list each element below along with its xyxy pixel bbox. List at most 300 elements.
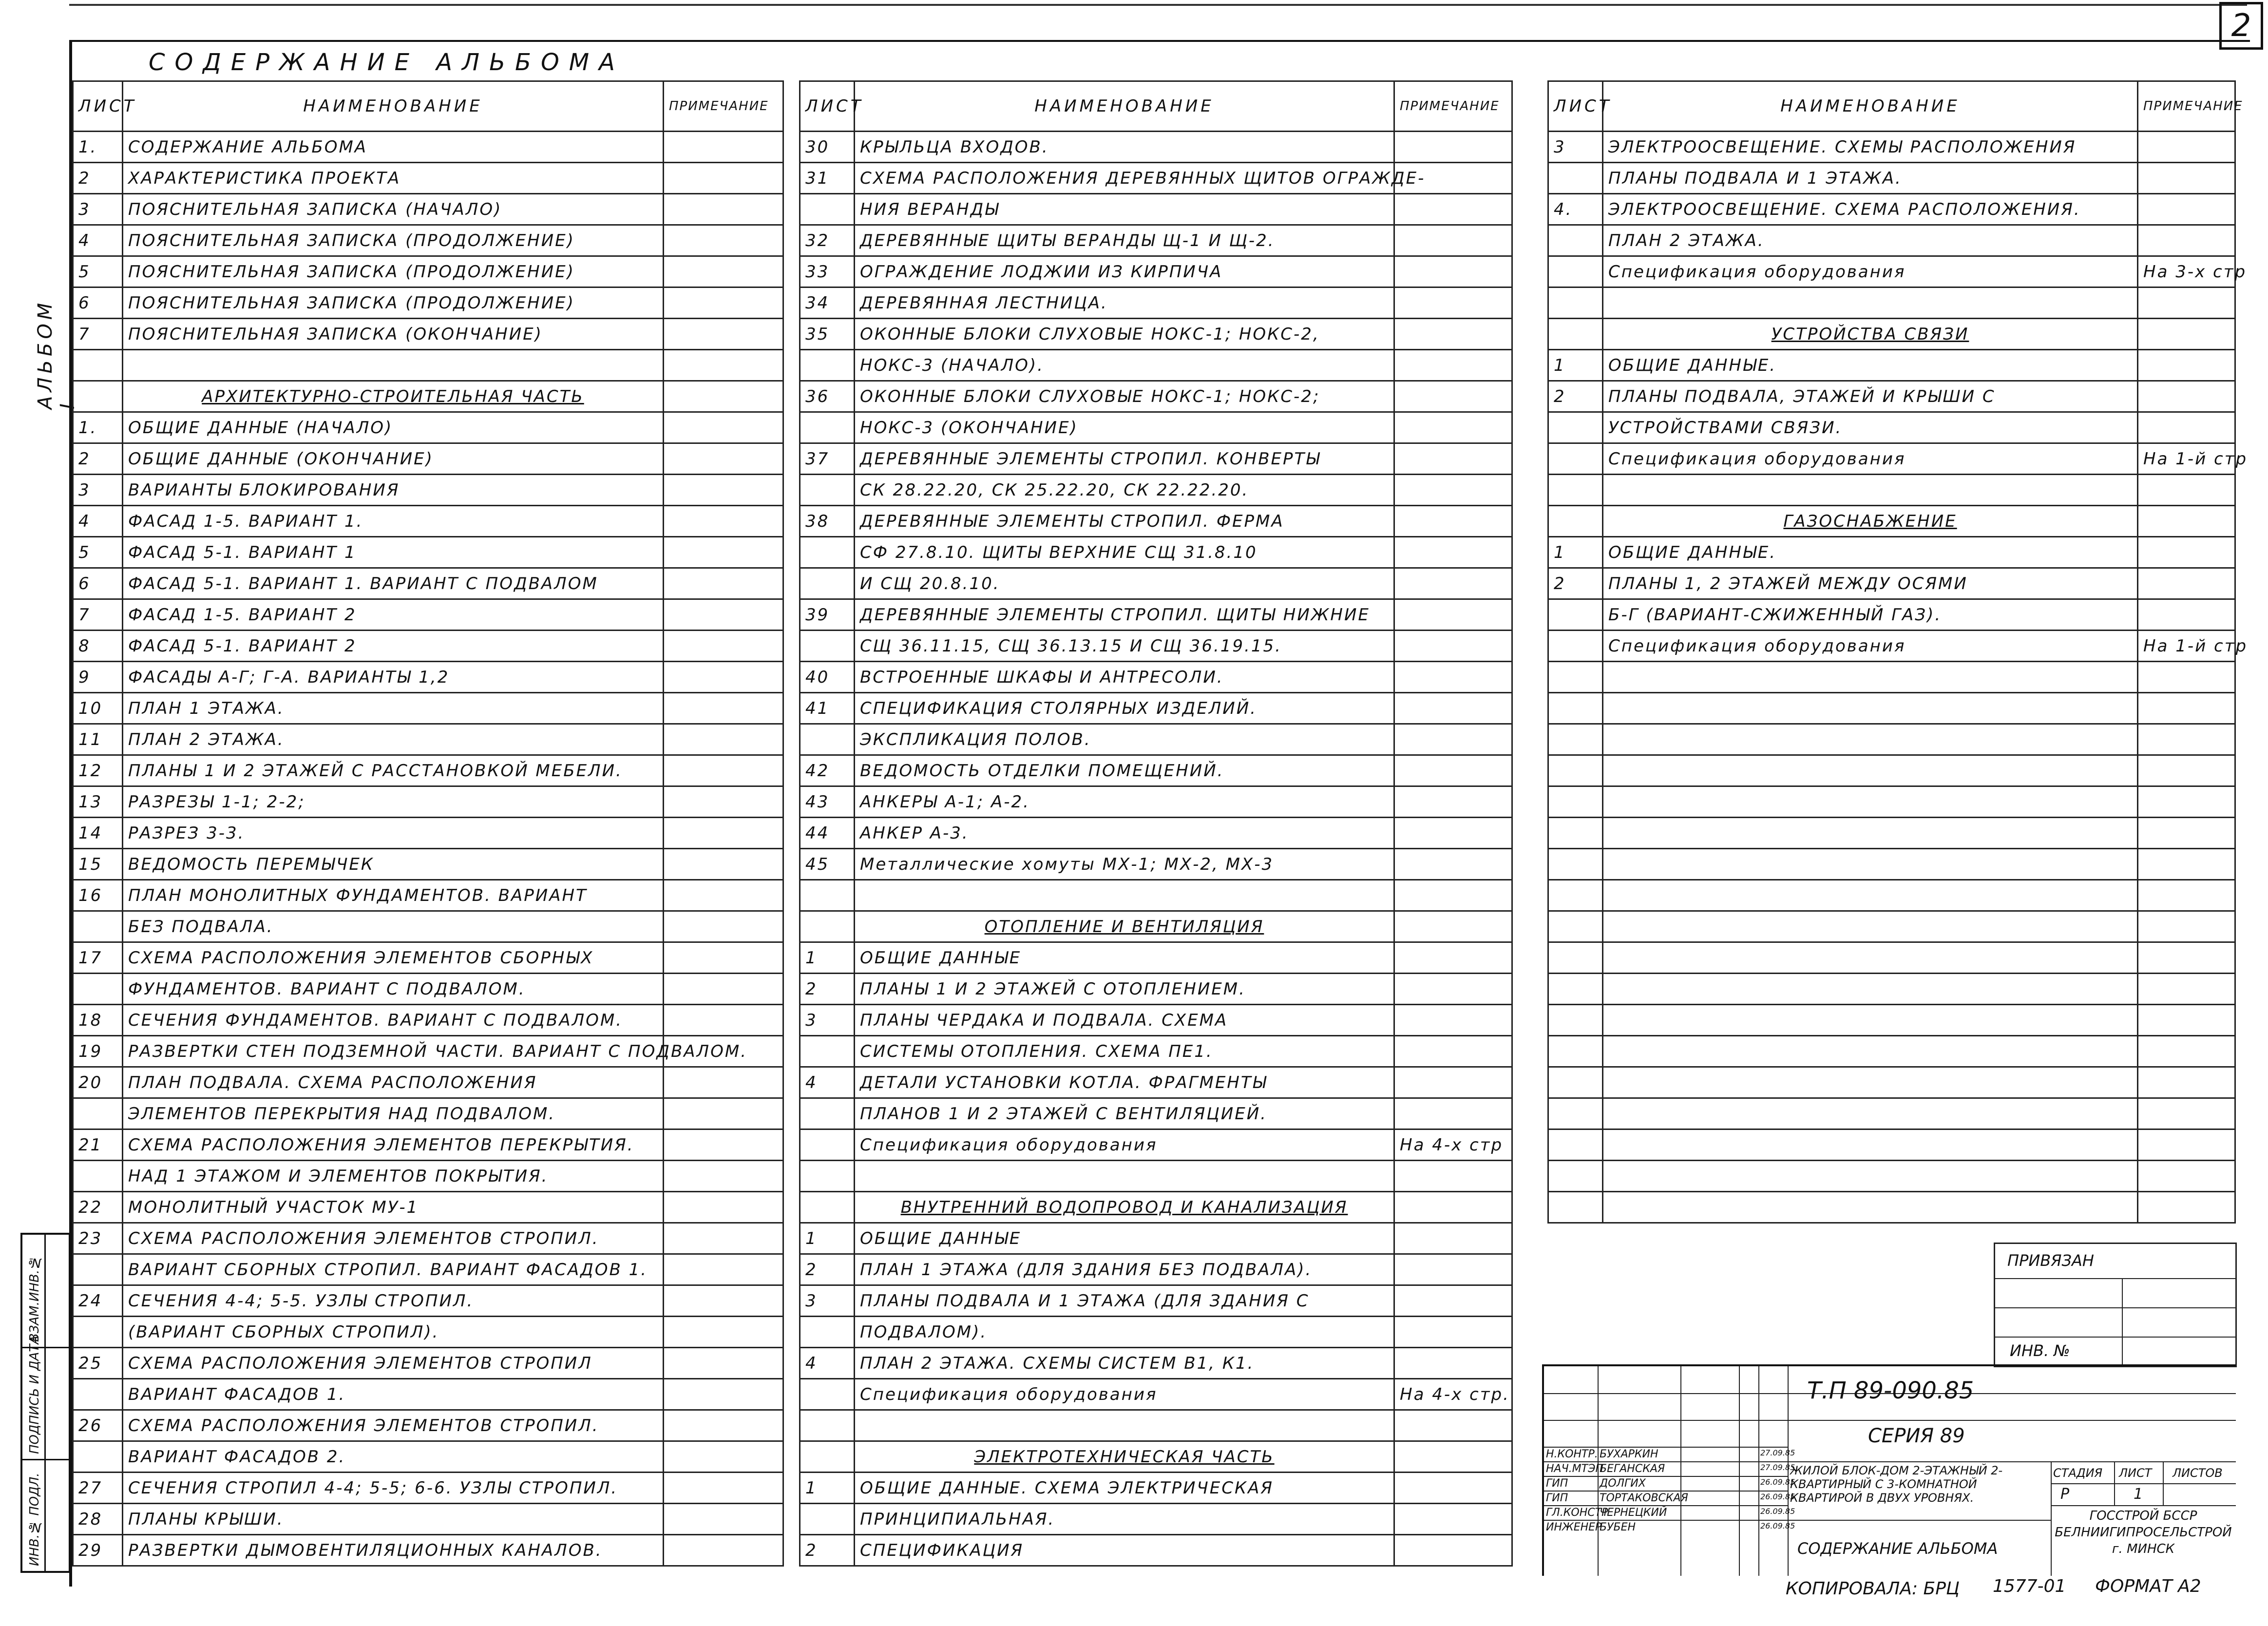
sheet-number-cell	[73, 911, 123, 942]
note-cell	[2138, 911, 2235, 942]
table-row	[800, 256, 1512, 287]
title-block	[1542, 1364, 2236, 1576]
sheet-name-cell: СХЕМА РАСПОЛОЖЕНИЯ ЭЛЕМЕНТОВ СТРОПИЛ.	[123, 1410, 664, 1441]
note-cell	[664, 911, 783, 942]
table-row	[1548, 1036, 2235, 1067]
sheet-number-cell: 40	[800, 662, 855, 693]
sheet-number-cell: 21	[73, 1129, 123, 1161]
sheet-name-cell: ФАСАД 1-5. ВАРИАНТ 2	[123, 599, 664, 631]
table-row	[1548, 287, 2235, 319]
sheet-name-cell: ПЛАНЫ 1, 2 ЭТАЖЕЙ МЕЖДУ ОСЯМИ	[1603, 568, 2138, 599]
note-cell	[1394, 381, 1512, 412]
sheet-name-cell: АНКЕР А-3.	[855, 818, 1394, 849]
sheet-name-cell: ФАСАД 5-1. ВАРИАНТ 2	[123, 631, 664, 662]
sheet-number-cell: 17	[73, 942, 123, 974]
sheet-number-cell	[1548, 1036, 1603, 1067]
note-cell	[2138, 506, 2235, 537]
note-cell	[664, 1441, 783, 1473]
note-cell	[664, 506, 783, 537]
sheet-number-cell	[1548, 1098, 1603, 1129]
note-cell	[1394, 1473, 1512, 1504]
note-cell	[664, 287, 783, 319]
sheet-number-cell: 1	[800, 1473, 855, 1504]
note-cell	[664, 786, 783, 818]
sheet-number-cell	[800, 194, 855, 225]
table-row	[1548, 1161, 2235, 1192]
sheet-number-cell	[1548, 1161, 1603, 1192]
sheet-name-cell: СХЕМА РАСПОЛОЖЕНИЯ ЭЛЕМЕНТОВ СБОРНЫХ	[123, 942, 664, 974]
note-cell	[1394, 1036, 1512, 1067]
note-cell	[664, 194, 783, 225]
note-cell	[664, 631, 783, 662]
note-cell	[2138, 880, 2235, 911]
table-row	[800, 443, 1512, 475]
table-row	[800, 1410, 1512, 1441]
sheet-name-cell: ВАРИАНТЫ БЛОКИРОВАНИЯ	[123, 475, 664, 506]
sheet-number-cell: 9	[73, 662, 123, 693]
sheet-value: 1	[2134, 1486, 2143, 1503]
sheet-name-cell	[855, 1410, 1394, 1441]
sheet-number-cell: 34	[800, 287, 855, 319]
sheet-name-cell: ОКОННЫЕ БЛОКИ СЛУХОВЫЕ НОКС-1; НОКС-2;	[855, 381, 1394, 412]
privyazan-label: ПРИВЯЗАН	[2007, 1251, 2094, 1270]
sheet-number-cell	[800, 1098, 855, 1129]
table-row	[1548, 662, 2235, 693]
note-cell	[2138, 662, 2235, 693]
table-row	[73, 1504, 783, 1535]
note-cell	[1394, 974, 1512, 1005]
table-row	[800, 1254, 1512, 1285]
table-row	[1548, 942, 2235, 974]
sheet-name-cell: ЭКСПЛИКАЦИЯ ПОЛОВ.	[855, 724, 1394, 755]
sheet-name-cell: ДЕРЕВЯННЫЕ ЭЛЕМЕНТЫ СТРОПИЛ. КОНВЕРТЫ	[855, 443, 1394, 475]
sheet-title: СОДЕРЖАНИЕ АЛЬБОМА	[1797, 1539, 1998, 1558]
sheet-name-cell: ВСТРОЕННЫЕ ШКАФЫ И АНТРЕСОЛИ.	[855, 662, 1394, 693]
note-cell	[2138, 1036, 2235, 1067]
sheet-name-cell: ПЛАН 2 ЭТАЖА. СХЕМЫ СИСТЕМ В1, К1.	[855, 1348, 1394, 1379]
table-row	[73, 1317, 783, 1348]
side-label-3: ИНВ.№ ПОДЛ.	[27, 1473, 42, 1566]
sheet-name-cell: ВЕДОМОСТЬ ПЕРЕМЫЧЕК	[123, 849, 664, 880]
sheet-name-cell	[855, 880, 1394, 911]
signer-name: ТОРТАКОВСКАЯ	[1600, 1492, 1688, 1504]
note-cell	[2138, 942, 2235, 974]
table-row	[73, 475, 783, 506]
table-row	[1548, 132, 2235, 163]
sheet-number-cell: 2	[800, 974, 855, 1005]
note-cell	[2138, 319, 2235, 350]
sheet-name-cell: НОКС-3 (ОКОНЧАНИЕ)	[855, 412, 1394, 443]
table-row	[800, 755, 1512, 786]
table-row	[73, 194, 783, 225]
sheet-number-cell	[800, 631, 855, 662]
section-heading: УСТРОЙСТВА СВЯЗИ	[1603, 319, 2138, 350]
note-cell	[1394, 1535, 1512, 1566]
table-row	[800, 1067, 1512, 1098]
sheet-number-cell: 13	[73, 786, 123, 818]
note-cell	[664, 1410, 783, 1441]
sheet-number-cell: 16	[73, 880, 123, 911]
sheet-name-cell: УСТРОЙСТВАМИ СВЯЗИ.	[1603, 412, 2138, 443]
sheet-name-cell: БЕЗ ПОДВАЛА.	[123, 911, 664, 942]
sheet-number-cell: 2	[1548, 381, 1603, 412]
table-row	[1548, 880, 2235, 911]
album-title: СОДЕРЖАНИЕ АЛЬБОМА	[149, 49, 625, 76]
sheet-name-cell: РАЗВЕРТКИ СТЕН ПОДЗЕМНОЙ ЧАСТИ. ВАРИАНТ С ПОДВАЛОМ.	[123, 1036, 664, 1067]
note-cell	[664, 381, 783, 412]
sheet-number-cell	[1548, 786, 1603, 818]
table-row	[73, 1441, 783, 1473]
note-cell	[1394, 1348, 1512, 1379]
table-row	[73, 755, 783, 786]
sheet-name-cell: РАЗВЕРТКИ ДЫМОВЕНТИЛЯЦИОННЫХ КАНАЛОВ.	[123, 1535, 664, 1566]
sign-date: 27.09.85	[1760, 1448, 1795, 1457]
sheet-name-cell	[1603, 880, 2138, 911]
note-cell	[664, 1223, 783, 1254]
note-cell	[664, 412, 783, 443]
table-row	[73, 350, 783, 381]
sheet-number-cell	[1548, 818, 1603, 849]
signer-name: ДОЛГИХ	[1600, 1477, 1646, 1490]
note-cell	[664, 1473, 783, 1504]
sheet-number-cell: 8	[73, 631, 123, 662]
table-row	[800, 818, 1512, 849]
table-row	[73, 1379, 783, 1410]
section-heading: АРХИТЕКТУРНО-СТРОИТЕЛЬНАЯ ЧАСТЬ	[123, 381, 664, 412]
note-cell	[2138, 849, 2235, 880]
sheet-number-cell: 36	[800, 381, 855, 412]
table-row	[1548, 443, 2235, 475]
sheet-number-cell	[800, 1441, 855, 1473]
sheet-name-cell	[1603, 849, 2138, 880]
sheet-name-cell: ПЛАНЫ КРЫШИ.	[123, 1504, 664, 1535]
table-row	[73, 1067, 783, 1098]
note-cell	[1394, 1317, 1512, 1348]
sheet-number-cell: 31	[800, 163, 855, 194]
note-cell	[1394, 818, 1512, 849]
note-cell	[1394, 412, 1512, 443]
sheet-number-cell	[73, 1441, 123, 1473]
note-cell	[664, 1098, 783, 1129]
sheet-number-cell	[800, 1317, 855, 1348]
table-row	[73, 1285, 783, 1317]
sheet-number-cell: 44	[800, 818, 855, 849]
table-row	[73, 693, 783, 724]
header-note: ПРИМЕЧАНИЕ	[664, 81, 783, 132]
sheet-name-cell: СЕЧЕНИЯ СТРОПИЛ 4-4; 5-5; 6-6. УЗЛЫ СТРОПИЛ.	[123, 1473, 664, 1504]
note-cell	[1394, 443, 1512, 475]
sheet-name-cell: ОБЩИЕ ДАННЫЕ.	[1603, 537, 2138, 568]
sheet-name-cell	[1603, 1129, 2138, 1161]
sheet-name-cell: АНКЕРЫ А-1; А-2.	[855, 786, 1394, 818]
note-cell	[664, 132, 783, 163]
header-note: ПРИМЕЧАНИЕ	[2138, 81, 2235, 132]
sheet-name-cell: ПОЯСНИТЕЛЬНАЯ ЗАПИСКА (ПРОДОЛЖЕНИЕ)	[123, 256, 664, 287]
table-row	[1548, 849, 2235, 880]
sheet-number-cell: 6	[73, 287, 123, 319]
table-row	[73, 911, 783, 942]
note-cell	[664, 942, 783, 974]
sheet-number-cell: 1.	[73, 132, 123, 163]
sheet-number-cell	[800, 412, 855, 443]
signer-role: ГИП	[1546, 1492, 1568, 1504]
sheet-name-cell	[1603, 974, 2138, 1005]
sheet-number-cell: 32	[800, 225, 855, 256]
sheet-number-cell: 35	[800, 319, 855, 350]
sheet-name-cell: ОБЩИЕ ДАННЫЕ	[855, 1223, 1394, 1254]
sheet-name-cell	[1603, 1192, 2138, 1223]
sheet-name-cell	[1603, 911, 2138, 942]
sheet-number-cell: 1	[1548, 537, 1603, 568]
note-cell	[2138, 1192, 2235, 1223]
sheet-name-cell: НОКС-3 (НАЧАЛО).	[855, 350, 1394, 381]
table-row	[73, 631, 783, 662]
table-row	[800, 194, 1512, 225]
table-row	[1548, 194, 2235, 225]
table-row	[800, 631, 1512, 662]
sheet-number-cell	[1548, 724, 1603, 755]
table-row	[73, 412, 783, 443]
sheet-name-cell: ВАРИАНТ ФАСАДОВ 1.	[123, 1379, 664, 1410]
note-cell	[664, 1535, 783, 1566]
sheet-name-cell	[1603, 1161, 2138, 1192]
sheet-name-cell: ПОЯСНИТЕЛЬНАЯ ЗАПИСКА (ПРОДОЛЖЕНИЕ)	[123, 287, 664, 319]
note-cell	[664, 693, 783, 724]
table-row	[1548, 412, 2235, 443]
sheet-header: ЛИСТ	[2119, 1466, 2152, 1480]
table-row	[800, 132, 1512, 163]
table-row	[800, 1285, 1512, 1317]
sheet-number-cell: 3	[1548, 132, 1603, 163]
sheet-name-cell: Металлические хомуты МХ-1; МХ-2, МХ-3	[855, 849, 1394, 880]
sheet-name-cell: КРЫЛЬЦА ВХОДОВ.	[855, 132, 1394, 163]
sheet-number-cell	[800, 475, 855, 506]
sheet-number-cell: 2	[800, 1254, 855, 1285]
sheet-number-cell	[800, 1410, 855, 1441]
table-row	[800, 475, 1512, 506]
sheet-name-cell: ФАСАД 1-5. ВАРИАНТ 1.	[123, 506, 664, 537]
table-row	[800, 1161, 1512, 1192]
table-row	[800, 786, 1512, 818]
sheet-number-cell: 15	[73, 849, 123, 880]
table-row	[800, 1348, 1512, 1379]
note-cell	[664, 1379, 783, 1410]
sheet-number-cell	[800, 1161, 855, 1192]
note-cell	[2138, 350, 2235, 381]
signer-name: ЧЕРНЕЦКИЙ	[1600, 1507, 1667, 1519]
sign-date: 26.09.85	[1760, 1477, 1795, 1487]
sheet-name-cell: СИСТЕМЫ ОТОПЛЕНИЯ. СХЕМА ПЕ1.	[855, 1036, 1394, 1067]
note-cell	[1394, 1223, 1512, 1254]
table-row	[800, 350, 1512, 381]
object-title: ЖИЛОЙ БЛОК-ДОМ 2-ЭТАЖНЫЙ 2-КВАРТИРНЫЙ С 3-КОМНАТНОЙ КВАРТИРОЙ В ДВУХ УРОВНЯХ.	[1790, 1464, 2003, 1505]
note-cell	[664, 1285, 783, 1317]
note-cell	[2138, 194, 2235, 225]
table-row	[1548, 568, 2235, 599]
sheet-name-cell: Спецификация оборудования	[1603, 443, 2138, 475]
sheet-name-cell: ЭЛЕКТРООСВЕЩЕНИЕ. СХЕМА РАСПОЛОЖЕНИЯ.	[1603, 194, 2138, 225]
table-row	[1548, 350, 2235, 381]
sheet-number-cell	[1548, 599, 1603, 631]
note-cell: На 1-й стр	[2138, 443, 2235, 475]
sheet-number-cell: 43	[800, 786, 855, 818]
note-cell	[2138, 1161, 2235, 1192]
sheet-name-cell: ДЕРЕВЯННАЯ ЛЕСТНИЦА.	[855, 287, 1394, 319]
side-stamp	[20, 1233, 71, 1573]
note-cell	[664, 1348, 783, 1379]
sheet-name-cell: Б-Г (ВАРИАНТ-СЖИЖЕННЫЙ ГАЗ).	[1603, 599, 2138, 631]
note-cell	[1394, 880, 1512, 911]
note-cell	[1394, 319, 1512, 350]
note-cell: На 4-х стр	[1394, 1129, 1512, 1161]
signer-role: НАЧ.МТЭП	[1546, 1463, 1603, 1475]
sheet-number-cell	[800, 1192, 855, 1223]
note-cell	[2138, 974, 2235, 1005]
note-cell	[1394, 194, 1512, 225]
sheet-name-cell	[1603, 287, 2138, 319]
table-row	[800, 849, 1512, 880]
table-row	[1548, 381, 2235, 412]
note-cell	[1394, 568, 1512, 599]
header-note: ПРИМЕЧАНИЕ	[1394, 81, 1512, 132]
note-cell	[1394, 1441, 1512, 1473]
section-heading: ВНУТРЕННИЙ ВОДОПРОВОД И КАНАЛИЗАЦИЯ	[855, 1192, 1394, 1223]
note-cell	[1394, 849, 1512, 880]
sheet-name-cell	[1603, 1005, 2138, 1036]
table-row	[73, 225, 783, 256]
series: СЕРИЯ 89	[1868, 1425, 1965, 1447]
note-cell	[2138, 568, 2235, 599]
sheet-number-cell: 2	[800, 1535, 855, 1566]
sheet-name-cell: ПЛАНЫ ПОДВАЛА, ЭТАЖЕЙ И КРЫШИ С	[1603, 381, 2138, 412]
note-cell	[664, 350, 783, 381]
table-row	[800, 1098, 1512, 1129]
sheet-name-cell	[1603, 662, 2138, 693]
sheet-name-cell	[1603, 818, 2138, 849]
sheet-number-cell	[800, 1129, 855, 1161]
table-row	[800, 911, 1512, 942]
signer-role: ИНЖЕНЕР	[1546, 1521, 1602, 1533]
table-row	[73, 1473, 783, 1504]
sheet-name-cell	[1603, 1067, 2138, 1098]
table-row	[800, 599, 1512, 631]
note-cell	[2138, 1129, 2235, 1161]
table-row	[1548, 1098, 2235, 1129]
table-row	[73, 662, 783, 693]
inv-label: ИНВ. №	[2010, 1341, 2070, 1360]
table-row	[73, 381, 783, 412]
table-row	[73, 287, 783, 319]
sheet-name-cell	[1603, 1036, 2138, 1067]
sheet-name-cell: ПЛАН МОНОЛИТНЫХ ФУНДАМЕНТОВ. ВАРИАНТ	[123, 880, 664, 911]
sheet-number-cell: 4	[800, 1067, 855, 1098]
album-side-label: АЛЬБОМ I	[34, 299, 79, 409]
note-cell	[2138, 412, 2235, 443]
section-heading: ЭЛЕКТРОТЕХНИЧЕСКАЯ ЧАСТЬ	[855, 1441, 1394, 1473]
sheet-number-cell: 12	[73, 755, 123, 786]
table-row	[73, 1005, 783, 1036]
note-cell	[664, 974, 783, 1005]
note-cell	[664, 1067, 783, 1098]
sheet-name-cell: ПЛАНЫ 1 И 2 ЭТАЖЕЙ С РАССТАНОВКОЙ МЕБЕЛИ.	[123, 755, 664, 786]
sheet-number-cell	[800, 350, 855, 381]
note-cell	[664, 475, 783, 506]
sheet-number-cell	[1548, 256, 1603, 287]
sheet-number-cell: 6	[73, 568, 123, 599]
sheet-number-cell: 45	[800, 849, 855, 880]
sheet-name-cell	[1603, 693, 2138, 724]
sheet-number-cell	[73, 1098, 123, 1129]
sheet-number-cell	[73, 1161, 123, 1192]
note-cell	[1394, 599, 1512, 631]
note-cell	[1394, 256, 1512, 287]
table-row	[73, 256, 783, 287]
note-cell	[664, 849, 783, 880]
table-row	[800, 1535, 1512, 1566]
sheet-name-cell: СЩ 36.11.15, СЩ 36.13.15 И СЩ 36.19.15.	[855, 631, 1394, 662]
sheet-number-cell: 38	[800, 506, 855, 537]
table-row	[1548, 1192, 2235, 1223]
sheet-number-cell	[1548, 631, 1603, 662]
sheet-number-cell	[800, 568, 855, 599]
table-row	[1548, 911, 2235, 942]
side-label-2: ПОДПИСЬ И ДАТА	[27, 1335, 42, 1454]
table-row	[73, 1129, 783, 1161]
note-cell	[664, 1129, 783, 1161]
sheet-name-cell: Спецификация оборудования	[1603, 631, 2138, 662]
table-row	[800, 1223, 1512, 1254]
sheet-name-cell: ВАРИАНТ СБОРНЫХ СТРОПИЛ. ВАРИАНТ ФАСАДОВ 1.	[123, 1254, 664, 1285]
sheet-name-cell: ЭЛЕКТРООСВЕЩЕНИЕ. СХЕМЫ РАСПОЛОЖЕНИЯ	[1603, 132, 2138, 163]
table-row	[73, 506, 783, 537]
sheet-number-cell	[800, 1036, 855, 1067]
sheet-number-cell: 11	[73, 724, 123, 755]
section-heading: ОТОПЛЕНИЕ И ВЕНТИЛЯЦИЯ	[855, 911, 1394, 942]
table-row	[73, 537, 783, 568]
note-cell	[1394, 693, 1512, 724]
sheet-number-cell	[73, 974, 123, 1005]
table-row	[800, 1005, 1512, 1036]
table-row	[800, 662, 1512, 693]
note-cell	[2138, 537, 2235, 568]
sheet-number-cell	[800, 1504, 855, 1535]
sheet-number-cell: 2	[73, 443, 123, 475]
note-cell	[1394, 287, 1512, 319]
stage-value: Р	[2060, 1486, 2070, 1503]
table-row	[1548, 786, 2235, 818]
note-cell: На 3-х стр	[2138, 256, 2235, 287]
sheet-name-cell: СК 28.22.20, СК 25.22.20, СК 22.22.20.	[855, 475, 1394, 506]
table-row	[1548, 225, 2235, 256]
note-cell	[2138, 287, 2235, 319]
sheet-name-cell: Спецификация оборудования	[855, 1379, 1394, 1410]
sheet-name-cell: ПОЯСНИТЕЛЬНАЯ ЗАПИСКА (НАЧАЛО)	[123, 194, 664, 225]
sheet-name-cell: ОБЩИЕ ДАННЫЕ (ОКОНЧАНИЕ)	[123, 443, 664, 475]
contents-table-2	[799, 80, 1513, 1567]
sheet-number-cell: 7	[73, 599, 123, 631]
sheet-name-cell: МОНОЛИТНЫЙ УЧАСТОК МУ-1	[123, 1192, 664, 1223]
table-row	[73, 568, 783, 599]
table-row	[73, 132, 783, 163]
organization: ГОССТРОЙ БССР БЕЛНИИГИПРОСЕЛЬСТРОЙ г. МИНСК	[2055, 1509, 2232, 1556]
sheet-number-cell: 3	[800, 1005, 855, 1036]
table-row	[800, 880, 1512, 911]
note-cell	[1394, 1192, 1512, 1223]
sheet-name-cell: ОБЩИЕ ДАННЫЕ. СХЕМА ЭЛЕКТРИЧЕСКАЯ	[855, 1473, 1394, 1504]
sheet-number-cell: 1	[800, 942, 855, 974]
sheet-number-cell	[1548, 693, 1603, 724]
sheet-number-cell: 4	[800, 1348, 855, 1379]
